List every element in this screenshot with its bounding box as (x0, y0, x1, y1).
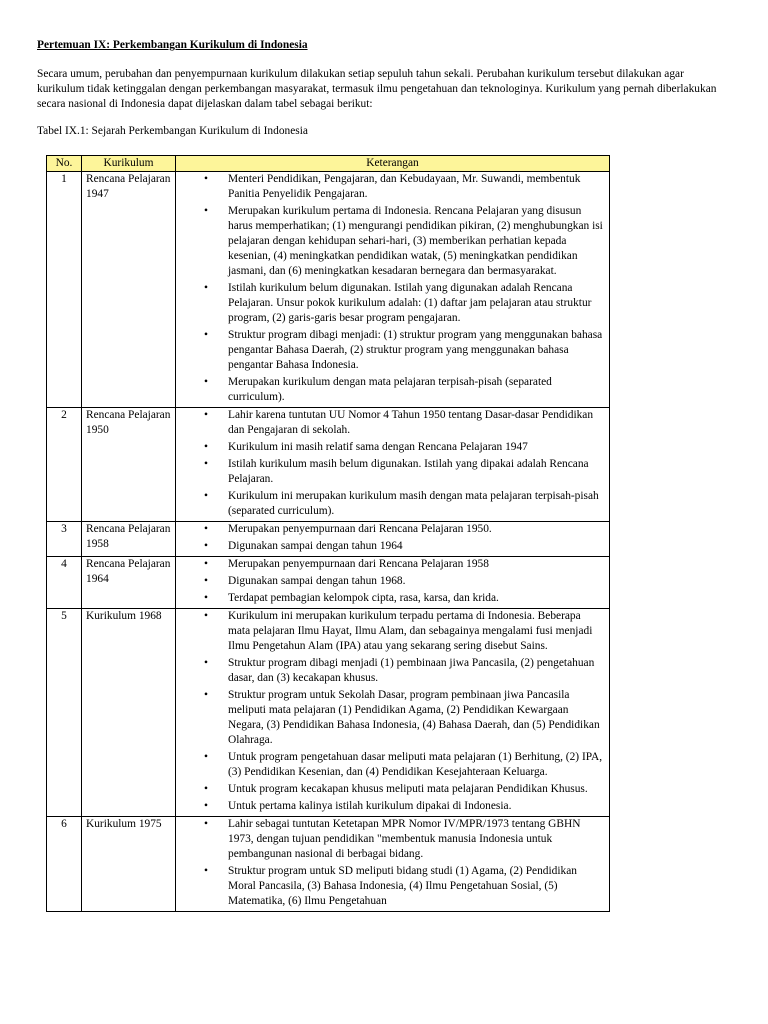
table-header-row (47, 156, 610, 172)
note-item: • Menteri Pendidikan, Pengajaran, dan Kebudayaan, Mr. Suwandi, membentuk Panitia Penyelidik Pengajaran. (228, 172, 605, 202)
note-item: • Untuk pertama kalinya istilah kurikulum dipakai di Indonesia. (228, 799, 605, 814)
curriculum-notes (176, 817, 610, 912)
note-item: • Istilah kurikulum belum digunakan. Istilah yang digunakan adalah Rencana Pelajaran. Unsur pokok kurikulum adalah: (1) daftar jam pelajaran atau struktur program, (2) garis-garis besar program pengajaran. (228, 281, 605, 326)
note-item: • Merupakan penyempurnaan dari Rencana Pelajaran 1958 (228, 557, 605, 572)
table-row (47, 172, 610, 408)
notes-list (180, 408, 605, 519)
intro-paragraph: Secara umum, perubahan dan penyempurnaan kurikulum dilakukan setiap sepuluh tahun sekali. Perubahan kurikulum tersebut dilakukan agar kurikulum tidak ketinggalan dengan perkembangan masyarakat, termasuk ilmu pengetahuan dan teknologinya. Kurikulum yang pernah diberlakukan secara nasional di Indonesia dapat dijelaskan dalam tabel sebagai berikut: (37, 68, 717, 110)
note-item: • Lahir karena tuntutan UU Nomor 4 Tahun 1950 tentang Dasar-dasar Pendidikan dan Pengajaran di sekolah. (228, 408, 605, 438)
notes-list (180, 557, 605, 606)
table-caption: Tabel IX.1: Sejarah Perkembangan Kurikulum di Indonesia (37, 125, 308, 137)
notes-list (180, 817, 605, 909)
note-item: • Kurikulum ini masih relatif sama dengan Rencana Pelajaran 1947 (228, 440, 605, 455)
table-body (47, 172, 610, 912)
note-item: • Kurikulum ini merupakan kurikulum masih dengan mata pelajaran terpisah-pisah (separated curriculum). (228, 489, 605, 519)
curriculum-name: Rencana Pelajaran 1947 (82, 172, 176, 408)
note-item: • Merupakan kurikulum dengan mata pelajaran terpisah-pisah (separated curriculum). (228, 375, 605, 405)
row-number: 1 (47, 172, 82, 408)
note-item: • Kurikulum ini merupakan kurikulum terpadu pertama di Indonesia. Beberapa mata pelajaran Ilmu Hayat, Ilmu Alam, dan sebagainya mengalami fusi menjadi Ilmu Pengetahun Alam (IPA) atau yang sekarang sering disebut Sains. (228, 609, 605, 654)
table-row (47, 609, 610, 817)
row-number: 6 (47, 817, 82, 912)
curriculum-name: Kurikulum 1968 (82, 609, 176, 817)
note-item: • Istilah kurikulum masih belum digunakan. Istilah yang dipakai adalah Rencana Pelajaran. (228, 457, 605, 487)
note-item: • Merupakan kurikulum pertama di Indonesia. Rencana Pelajaran yang disusun harus memperhatikan; (1) mengurangi pendidikan pikiran, (2) menghubungkan isi pelajaran dengan kehidupan sehari-hari, (3) memberikan perhatian kepada kesenian, (4) meningkatkan pendidikan watak, (5) meningkatkan pendidikan jasmani, dan (6) meningkatkan kesadaran bernegara dan bermasyarakat. (228, 204, 605, 279)
curriculum-name: Rencana Pelajaran 1958 (82, 522, 176, 557)
curriculum-notes (176, 609, 610, 817)
note-item: • Struktur program untuk Sekolah Dasar, program pembinaan jiwa Pancasila meliputi mata pelajaran (1) Pendidikan Agama, (2) Pendidikan Kewargaan Negara, (3) Pendidikan Bahasa Indonesia, (4) Bahasa Daerah, dan (5) Pendidikan Olahraga. (228, 688, 605, 748)
table-row (47, 557, 610, 609)
curriculum-name: Rencana Pelajaran 1964 (82, 557, 176, 609)
document-page (37, 38, 717, 148)
note-item: • Struktur program dibagi menjadi: (1) struktur program yang menggunakan bahasa pengantar Bahasa Daerah, (2) struktur program yang menggunakan bahasa pengantar Bahasa Indonesia. (228, 328, 605, 373)
note-item: • Digunakan sampai dengan tahun 1964 (228, 539, 605, 554)
note-item: • Struktur program dibagi menjadi (1) pembinaan jiwa Pancasila, (2) pengetahuan dasar, dan (3) kecakapan khusus. (228, 656, 605, 686)
row-number: 4 (47, 557, 82, 609)
note-item: • Lahir sebagai tuntutan Ketetapan MPR Nomor IV/MPR/1973 tentang GBHN 1973, dengan tujuan pendidikan "membentuk manusia Indonesia untuk pembangunan nasional di berbagai bidang. (228, 817, 605, 862)
table-row (47, 408, 610, 522)
notes-list (180, 522, 605, 554)
note-item: • Struktur program untuk SD meliputi bidang studi (1) Agama, (2) Pendidikan Moral Pancasila, (3) Bahasa Indonesia, (4) Ilmu Pengetahuan Sosial, (5) Matematika, (6) Ilmu Pengetahuan (228, 864, 605, 909)
note-item: • Merupakan penyempurnaan dari Rencana Pelajaran 1950. (228, 522, 605, 537)
row-number: 3 (47, 522, 82, 557)
header-kurikulum: Kurikulum (82, 156, 176, 172)
header-no: No. (47, 156, 82, 172)
notes-list (180, 609, 605, 814)
note-item: • Digunakan sampai dengan tahun 1968. (228, 574, 605, 589)
curriculum-notes (176, 557, 610, 609)
table-row (47, 817, 610, 912)
curriculum-notes (176, 408, 610, 522)
document-title: Pertemuan IX: Perkembangan Kurikulum di Indonesia (37, 39, 308, 51)
row-number: 2 (47, 408, 82, 522)
header-keterangan: Keterangan (176, 156, 610, 172)
curriculum-name: Rencana Pelajaran 1950 (82, 408, 176, 522)
table-row (47, 522, 610, 557)
curriculum-notes (176, 172, 610, 408)
curriculum-history-table (46, 155, 610, 912)
curriculum-notes (176, 522, 610, 557)
note-item: • Untuk program pengetahuan dasar meliputi mata pelajaran (1) Berhitung, (2) IPA, (3) Pendidikan Kesenian, dan (4) Pendidikan Kesejahteraan Keluarga. (228, 750, 605, 780)
row-number: 5 (47, 609, 82, 817)
notes-list (180, 172, 605, 405)
note-item: • Untuk program kecakapan khusus meliputi mata pelajaran Pendidikan Khusus. (228, 782, 605, 797)
curriculum-name: Kurikulum 1975 (82, 817, 176, 912)
note-item: • Terdapat pembagian kelompok cipta, rasa, karsa, dan krida. (228, 591, 605, 606)
